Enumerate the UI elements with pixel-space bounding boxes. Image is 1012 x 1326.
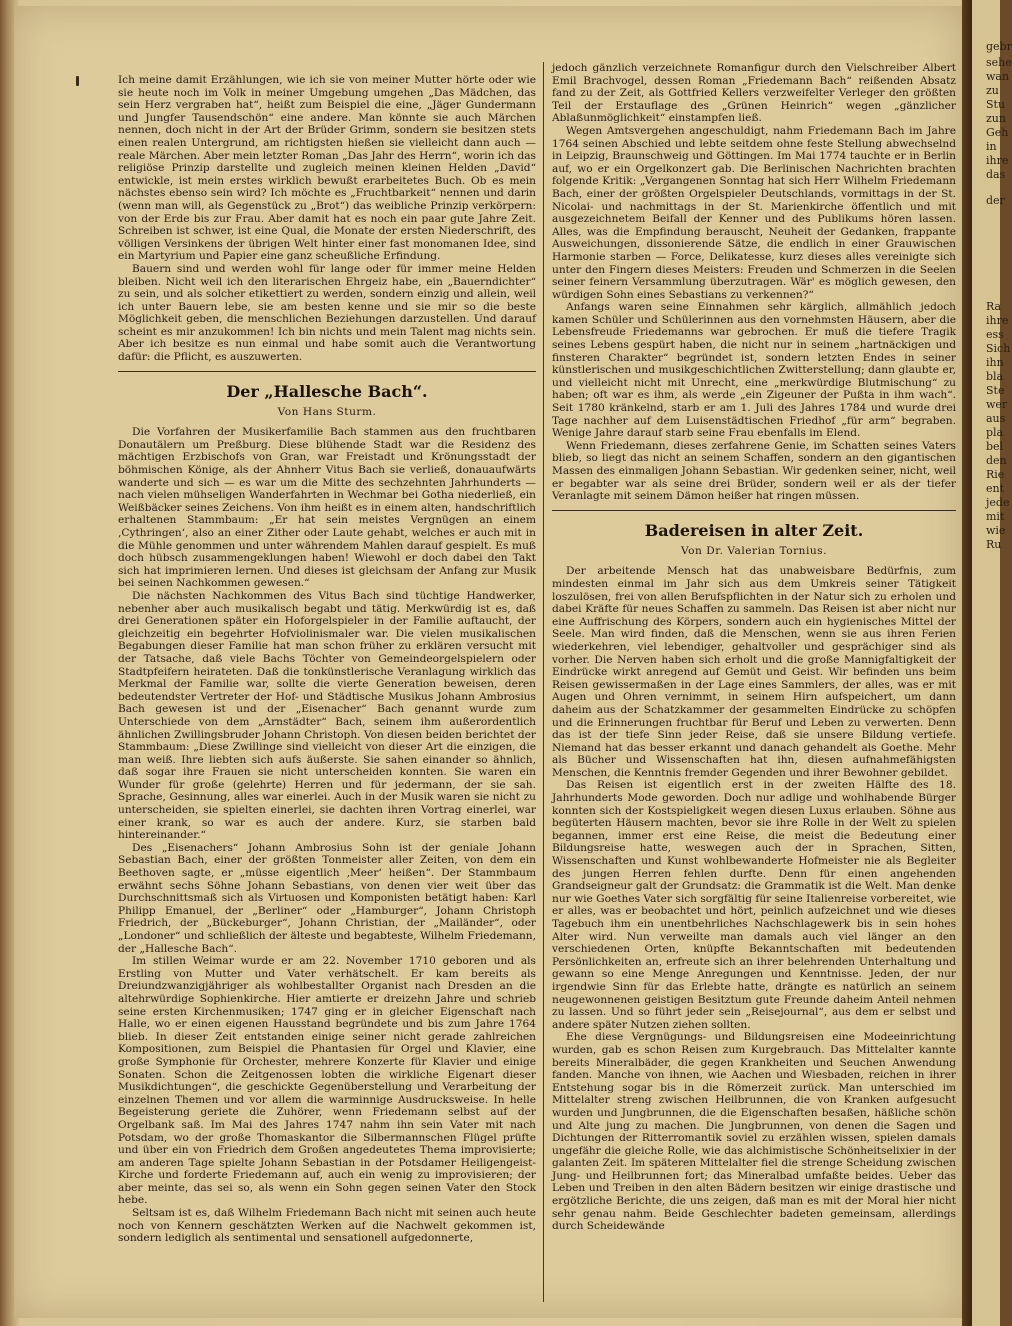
article-paragraph: Das Reisen ist eigentlich erst in der zweiten Hälfte des 18. Jahrhunderts Mode geworden. Doch nur adlige und wohlhabende Bürger konnten sich der Kostspieligkeit wegen diesen Luxus erlauben. Söhne aus begüterten Häusern machten, bevor sie ihre Rolle in der Welt zu spielen begannen, immer erst eine Reise, die meist die Bedeutung einer Bildungsreise hatte, weswegen auch der in Sprachen, Sitten, Wissenschaften und Kunst wohlbewanderte Hofmeister nie als Begleiter des jungen Herren fehlen durfte. Denn für einen angehenden Grandseigneur galt der Grundsatz: die Grammatik ist die Welt. Man denke nur wie Goethes Vater sich sorgfältig für seine Italienreise vorbereitet, wie er alles, was er beobachtet und hört, peinlich aufzeichnet und wie dieses Tagebuch ihm ein unentbehrliches Nachschlagewerk bis in sein hohes Alter wird. Nun verweilte man damals auch viel länger an den verschiedenen Orten, knüpfte Bekanntschaften mit bedeutenden Persönlichkeiten an, erfreute sich an ihrer belehrenden Unterhaltung und gewann so eine Menge Anregungen und Kenntnisse. Jeden, der nur irgendwie Sinn für das Erlebte hatte, drängte es natürlich an seinem neugewonnenen geistigen Besitztum gute Freunde daheim Anteil nehmen zu lassen. Und so führt jeder sein „Reisejournal“, aus dem er selbst und andere später Nutzen ziehen sollten.: [552, 779, 957, 1031]
next-page-fragment: Stu: [986, 98, 1006, 111]
next-page-fragment: Geh: [986, 126, 1009, 139]
column-rule: [543, 62, 544, 1302]
next-page-fragment: wie: [986, 524, 1006, 537]
intro-paragraph-1: Ich meine damit Erzählungen, wie ich sie von meiner Mutter hörte oder wie sie heute noch im Volk in meiner Umgebung umgehen „Das Mädchen, das sein Herz vergraben hat“, heißt zum Beispiel die eine, „Jäger Gundermann und Jungfer Tausendschön“ eine andere. Man könnte sie auch Märchen nennen, doch nicht in der Art der Brüder Grimm, sondern sie besitzen stets einen realen Untergrund, am richtigsten hießen sie vielleicht dann auch — reale Märchen. Aber mein letzter Roman „Das Jahr des Herrn“, worin ich das religiöse Prinzip darstellte und zugleich meinen kleinen Helden „David“ entwickle, ist mein erstes wirklich bewußt erarbeitetes Buch. Ob es mein nächstes ebenso sein wird? Ich möchte es „Fruchtbarkeit“ nennen und darin (wenn man will, als Gegenstück zu „Brot“) das weibliche Prinzip verkörpern: von der Erde bis zur Frau. Aber damit hat es noch ein paar gute Jahre Zeit. Schreiben ist schwer, ist eine Qual, die Monate der ersten Niederschrift, des völligen Versinkens der übrigen Welt hinter einer fast monomanen Idee, sind ein Martyrium und Papier eine ganz scheußliche Erfindung.: [118, 74, 536, 263]
article-paragraph: Die Vorfahren der Musikerfamilie Bach stammen aus den fruchtbaren Donautälern um Preßburg. Diese blühende Stadt war die Residenz des mächtigen Erzbischofs von Gran, war Freistadt und Krönungsstadt der böhmischen Könige, als der Ahnherr Vitus Bach sie verließ, donauaufwärts wanderte und sich — es war um die Mitte des sechzehnten Jahrhunderts — nach vielen mühseligen Wanderfahrten in Wechmar bei Gotha niederließ, ein Weißbäcker seines Zeichens. Von ihm heißt es in einem alten, handschriftlich erhaltenen Stammbaum: „Er hat sein meistes Vergnügen an einem ‚Cythringen‘, also an einer Zither oder Laute gehabt, welches er auch mit in die Mühle genommen und unter währendem Mahlen darauf gespielt. Es muß doch hübsch zusammengeklungen haben! Wiewohl er doch dabei den Takt sich hat imprimieren lernen. Und dieses ist gleichsam der Anfang zur Musik bei seinen Nachkommen gewesen.“: [118, 426, 536, 590]
right-column: [552, 62, 956, 1233]
next-page-fragment: Rie: [986, 468, 1005, 481]
book-gutter: [962, 0, 972, 1326]
article-byline: Von Hans Sturm.: [277, 405, 377, 418]
next-page-fragment: pla: [986, 426, 1004, 439]
next-page-fragment: Sich: [986, 342, 1011, 355]
next-page-fragment: wan: [986, 70, 1010, 83]
next-page-fragment: sehe: [986, 56, 1012, 69]
next-page-fragment: ihre: [986, 154, 1009, 167]
article-continuation: jedoch gänzlich verzeichnete Romanfigur durch den Vielschreiber Albert Emil Brachvogel, dessen Roman „Friedemann Bach“ reißenden Absatz fand zu der Zeit, als Gottfried Kellers verzweifelter Verleger den größten Teil der Erstauflage des „Grünen Heinrich“ wegen „gänzlicher Ablaßunmöglichkeit“ einstampfen ließ.: [552, 62, 956, 125]
next-page-fragment: den: [986, 454, 1007, 467]
next-page-edge: [972, 0, 1012, 1326]
next-page-fragment: aus: [986, 412, 1006, 425]
article-paragraph: Ehe diese Vergnügungs- und Bildungsreisen eine Modeeinrichtung wurden, gab es schon Reisen zum Kurgebrauch. Das Mittelalter kannte bereits Mineralbäder, die gegen Krankheiten und Seuchen Anwendung fanden. Manche von ihnen, wie Aachen und Wiesbaden, reichen in ihrer Entstehung sogar bis in die Römerzeit zurück. Man unterschied im Mittelalter streng zwischen Heilbrunnen, die von Kranken aufgesucht wurden und Jungbrunnen, die die Eigenschaften besaßen, häßliche schön und Alte jung zu machen. Die Jungbrunnen, von denen die Sagen und Dichtungen der Ritterromantik soviel zu erzählen wissen, spielen damals ungefähr die gleiche Rolle, wie das alchimistische Schönheitselixier in der galanten Zeit. Im späteren Mittelalter fiel die strenge Scheidung zwischen Jung- und Heilbrunnen fort; das Mineralbad umfaßte beides. Ueber das Leben und Treiben in den alten Bädern besitzen wir einige drastische und ergötzliche Berichte, die uns zeigen, daß man es mit der Moral hier nicht sehr genau nahm. Beide Geschlechter badeten gemeinsam, allerdings durch Scheidewände: [552, 1031, 956, 1233]
next-page-fragment: ent: [986, 482, 1005, 495]
next-page-fragment: Ra: [986, 300, 1002, 313]
intro-paragraph-2: Bauern sind und werden wohl für lange oder für immer meine Helden bleiben. Nicht weil ich den literarischen Ehrgeiz habe, ein „Bauerndichter“ zu sein, und als solcher etikettiert zu werden, sondern einzig und allein, weil ich unter Bauern lebe, sie am besten kenne und sie mir so die beste Möglichkeit geben, die menschlichen Beziehungen darzustellen. Und darauf scheint es mir anzukommen! Ich bin nichts und mein Talent mag nichts sein. Aber ich besitze es nun einmal und habe somit auch die Verantwortung dafür: die Pflicht, es auszuwerten.: [118, 262, 536, 364]
next-page-fragment: gebr: [986, 40, 1012, 53]
section-divider: [552, 510, 956, 511]
next-page-fragment: bel: [986, 440, 1004, 453]
article-paragraph: Anfangs waren seine Einnahmen sehr kärglich, allmählich jedoch kamen Schüler und Schülerinnen aus den vornehmsten Häusern, aber die Lebensfreude Friedemanns war gebrochen. Er muß die tiefere Tragik seines Lebens gespürt haben, die nicht nur in seinem „hartnäckigen und finsteren Charakter“ begründet ist, sondern letzten Endes in seiner künstlerischen und musikgeschichtlichen Zwitterstellung; dann glaubte er, und vielleicht nicht mit Unrecht, eine „merkwürdige Blutmischung“ zu haben; oft war es ihm, als werde „ein Zigeuner der Pußta in ihm wach“. Seit 1780 kränkelnd, starb er am 1. Juli des Jahres 1784 und wurde drei Tage nachher auf dem Luisenstädtischen Friedhof „für arm“ begraben. Wenige Jahre darauf starb seine Frau ebenfalls im Elend.: [552, 301, 956, 440]
article-title-badereisen: Badereisen in alter Zeit.: [644, 520, 864, 540]
article-title-hallesche-bach: Der „Hallesche Bach“.: [226, 381, 428, 401]
article-paragraph: Der arbeitende Mensch hat das unabweisbare Bedürfnis, zum mindesten einmal im Jahr sich aus dem Umkreis seiner Tätigkeit loszulösen, frei von allen Berufspflichten in der Natur sich zu erholen und dabei Kräfte für neues Schaffen zu sammeln. Das Reisen ist aber nicht nur eine Auffrischung des Körpers, sondern auch ein hygienisches Mittel der Seele. Man wird finden, daß die Menschen, wenn sie aus ihren Ferien wiederkehren, viel lebendiger, gehaltvoller und gesprächiger sind als vorher. Die Nerven haben sich erholt und die große Mannigfaltigkeit der Eindrücke wirkt anregend auf Gemüt und Geist. Wir befinden uns beim Reisen gewissermaßen in der Lage eines Sammlers, der alles, was er mit Augen und Ohren vernimmt, in seinem Hirn aufspeichert, um dann daheim aus der Schatzkammer der gesammelten Eindrücke zu schöpfen und die Erinnerungen fruchtbar für Beruf und Leben zu verwerten. Denn das ist der tiefe Sinn jeder Reise, daß sie unsere Bildung vertiefe. Niemand hat das besser erkannt und danach gehandelt als Goethe. Mehr als Bücher und Wissenschaften hat ihn, diesen aufnahmefähigsten Menschen, die Kenntnis fremder Gegenden und ihrer Bewohner gebildet.: [552, 565, 956, 779]
left-column: [118, 74, 536, 1245]
article-paragraph: Im stillen Weimar wurde er am 22. November 1710 geboren und als Erstling von Mutter und Vater verhätschelt. Er kam bereits als Dreiundzwanzigjähriger als wohlbestallter Organist nach Dresden an die altehrwürdige Sophienkirche. Hier amtierte er dreizehn Jahre und schrieb seine ersten Kirchenmusiken; 1747 ging er in gleicher Eigenschaft nach Halle, wo er einen eigenen Hausstand begründete und bis zum Jahre 1764 blieb. In dieser Zeit entstanden einige seiner nicht gerade zahlreichen Kompositionen, zum Beispiel die Phantasien für Orgel und Klavier, eine große Symphonie für Orchester, mehrere Konzerte für Klavier und einige Sonaten. Schon die Zeitgenossen lobten die wirkliche Eigenart dieser Musikdichtungen“, die geschickte Gegenüberstellung und Verarbeitung der einzelnen Themen und vor allem die warminnige Ausdrucksweise. In helle Begeisterung geriete die Zuhörer, wenn Friedemann selbst auf der Orgelbank saß. Im Mai des Jahres 1747 nahm ihn sein Vater mit nach Potsdam, wo der große Thomaskantor die Silbermannschen Flügel prüfte und über ein von Friedrich dem Großen angedeutetes Thema improvisierte; am anderen Tage spielte Johann Sebastian in der Potsdamer Heiligengeist-Kirche und forderte Friedemann auf, auch ein wenig zu improvisieren; der aber meinte, das sei so, als wenn ein Sohn gegen seinen Vater den Stock hebe.: [118, 955, 536, 1207]
next-page-fragment: bla: [986, 370, 1004, 383]
next-page-fragment: mit: [986, 510, 1005, 523]
next-page-fragment: Ru: [986, 538, 1002, 551]
margin-mark: [76, 76, 79, 86]
article-paragraph: Seltsam ist es, daß Wilhelm Friedemann Bach nicht mit seinen auch heute noch von Kennern geschätzten Werken auf die Nachwelt gekommen ist, sondern lediglich als sentimental und sensationell aufgedonnerte,: [118, 1207, 536, 1245]
next-page-fragment: zun: [986, 112, 1006, 125]
next-page-fragment: in: [986, 140, 997, 153]
article-paragraph: Wenn Friedemann, dieses zerfahrene Genie, im Schatten seines Vaters blieb, so liegt das nicht an seinem Schaffen, sondern an den gigantischen Massen des einmaligen Johann Sebastian. Wir gedenken seiner, nicht, weil er begabter war als seine drei Brüder, sondern weil er als der tiefer Veranlagte mit seinem Dämon heißer hat ringen müssen.: [552, 439, 956, 503]
next-page-fragment: jede: [986, 496, 1010, 509]
next-page-fragment: ess: [986, 328, 1004, 341]
next-page-fragment: der: [986, 194, 1005, 207]
next-page-fragment: zu: [986, 84, 999, 97]
next-page-fragment: ihn: [986, 356, 1004, 369]
article-byline: Von Dr. Valerian Tornius.: [680, 544, 827, 557]
next-page-fragment: Ste: [986, 384, 1005, 397]
article-paragraph: Wegen Amtsvergehen angeschuldigt, nahm Friedemann Bach im Jahre 1764 seinen Abschied und lebte seitdem ohne feste Stellung abwechselnd in Leipzig, Braunschweig und Göttingen. Im Mai 1774 tauchte er in Berlin auf, wo er ein Orgelkonzert gab. Die Berlinischen Nachrichten brachten folgende Kritik: „Vergangenen Sonntag hat sich Herr Wilhelm Friedemann Bach, einer der größten Orgelspieler Deutschlands, vormittags in der St. Nicolai- und nachmittags in der St. Marienkirche öffentlich und mit ausgezeichnetem Beifall der Kenner und des Publikums hören lassen. Alles, was die Empfindung berauscht, Neuheit der Gedanken, frappante Ausweichungen, dissonierende Sätze, die endlich in einer Grauwischen Harmonie starben — Force, Delikatesse, kurz dieses alles vereinigte sich unter den Fingern dieses Meisters: Freuden und Schmerzen in die Seelen seiner feinern Versammlung überzutragen. Wär' es möglich gewesen, den würdigen Sohn eines Sebastians zu verkennen?“: [552, 124, 956, 301]
next-page-fragment: ihre: [986, 314, 1009, 327]
article-paragraph: Des „Eisenachers“ Johann Ambrosius Sohn ist der geniale Johann Sebastian Bach, einer der größten Tonmeister aller Zeiten, von dem ein Beethoven sagte, er „müsse eigentlich ‚Meer‘ heißen“. Der Stammbaum erwähnt sechs Söhne Johann Sebastians, von denen vier weit über das Durchschnittsmaß sich als Virtuosen und Komponisten betätigt haben: Karl Philipp Emanuel, der „Berliner“ oder „Hamburger“, Johann Christoph Friedrich, der „Bückeburger“, Johann Christian, der „Mailänder“, oder „Londoner“ und schließlich der älteste und begabteste, Wilhelm Friedemann, der „Hallesche Bach“.: [118, 841, 536, 955]
next-page-fragment: das: [986, 168, 1006, 181]
article-paragraph: Die nächsten Nachkommen des Vitus Bach sind tüchtige Handwerker, nebenher aber auch musikalisch begabt und tätig. Merkwürdig ist es, daß drei Generationen später ein Hoforgelspieler in der Familie auftaucht, der gleichzeitig ein begehrter Hofviolinismaler war. Die vielen musikalischen Begabungen dieser Familie hat man schon früher zu erklären versucht mit der Tatsache, daß viele Bachs Töchter von Gemeindeorgelspielern oder Stadtpfeifern heirateten. Daß die tonkünstlerische Veranlagung wirklich das Merkmal der Familie war, sollte die vierte Generation beweisen, deren bedeutendster Vertreter der Hof- und Städtische Musikus Johann Ambrosius Bach gewesen ist und der „Eisenacher“ Bach genannt wurde zum Unterschiede von dem „Arnstädter“ Bach, seinem ihm außerordentlich ähnlichen Zwillingsbruder Johann Christoph. Von diesen beiden berichtet der Stammbaum: „Diese Zwillinge sind vielleicht von dieser Art die einzigen, die man weiß. Ihre liebten sich aufs äußerste. Sie sahen einander so ähnlich, daß sogar ihre Frauen sie nicht unterscheiden konnten. Sie waren ein Wunder für große (gelehrte) Herren und für jedermann, der sie sah. Sprache, Gesinnung, alles war einerlei. Auch in der Musik waren sie nicht zu unterscheiden, sie spielten einerlei, sie dachten ihren Vortrag einerlei, war einer krank, so war es auch der andere. Kurz, sie starben bald hintereinander.“: [118, 589, 536, 842]
next-page-fragment: wer: [986, 398, 1008, 411]
section-divider: [118, 371, 536, 372]
